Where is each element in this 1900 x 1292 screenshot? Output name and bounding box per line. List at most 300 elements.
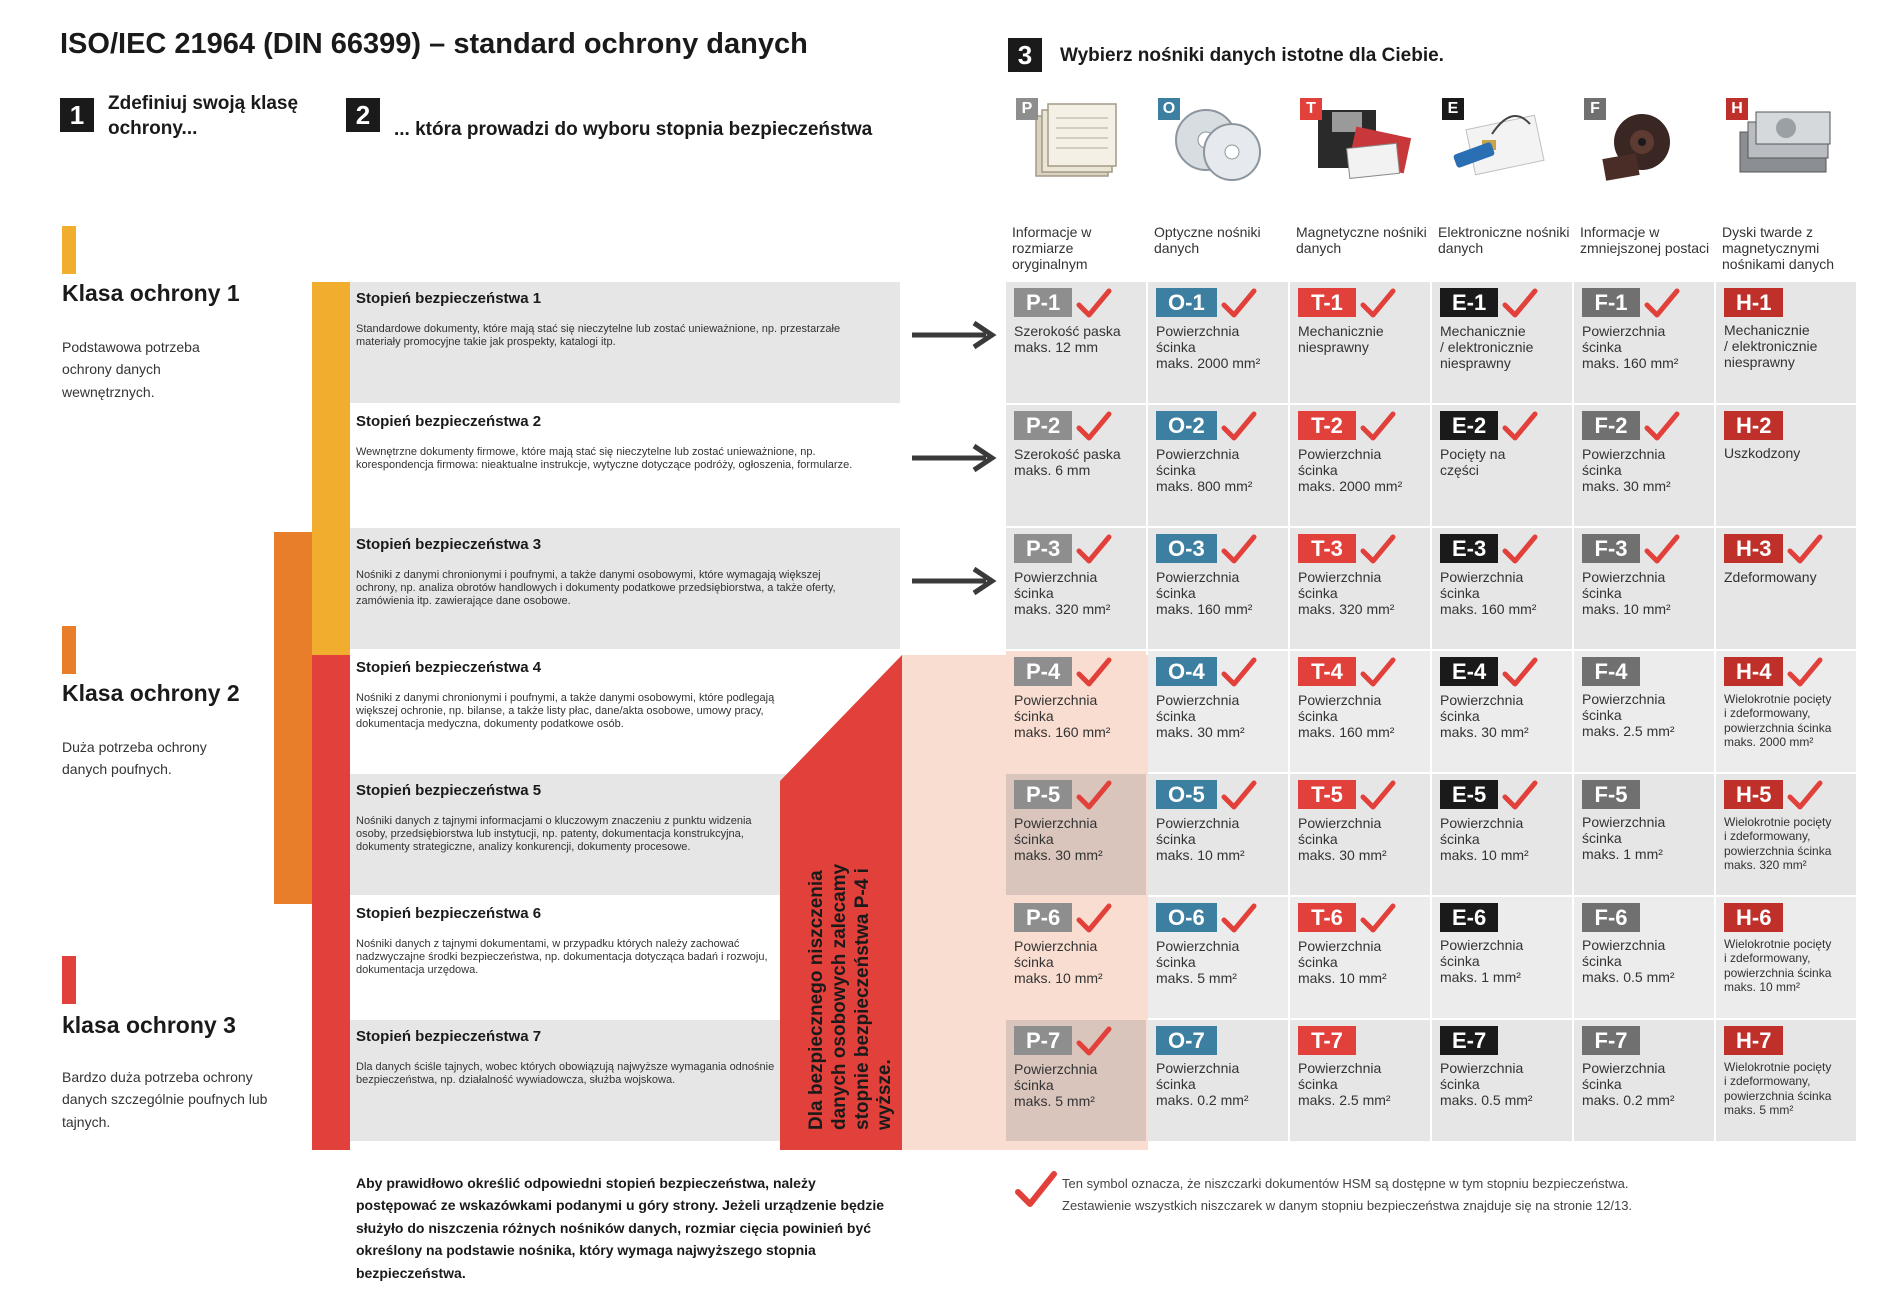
grid-cell-text	[1298, 569, 1422, 617]
class-2-title: Klasa ochrony 2	[62, 680, 240, 706]
grid-cell	[1716, 651, 1856, 772]
grid-cell-line: Powierzchnia	[1298, 1060, 1382, 1076]
grid-cell-line: maks. 5 mm²	[1156, 970, 1237, 987]
grid-cell-line: Powierzchnia	[1298, 569, 1382, 585]
footer-note-1: Ten symbol oznacza, że niszczarki dokumentów HSM są dostępne w tym stopniu bezpieczeństwa.	[1062, 1176, 1629, 1191]
grid-cell-text	[1014, 938, 1138, 986]
grid-cell-line: ścinka	[1156, 831, 1196, 848]
grid-cell-line: Powierzchnia	[1298, 446, 1382, 462]
grid-cell-text	[1582, 937, 1706, 985]
level-row	[350, 282, 900, 403]
grid-cell	[1006, 1020, 1146, 1141]
grid-cell-line: ścinka	[1440, 585, 1480, 602]
grid-cell	[1432, 405, 1572, 526]
grid-cell-line: Powierzchnia	[1582, 323, 1666, 339]
step-3-heading: Wybierz nośniki danych istotne dla Ciebie.	[1060, 45, 1444, 66]
available-check-icon	[1787, 657, 1823, 687]
grid-cell-line: Wielokrotnie pocięty	[1724, 1060, 1832, 1074]
available-check-icon	[1502, 657, 1538, 687]
grid-cell-line: ścinka	[1298, 585, 1338, 602]
grid-cell-line: Powierzchnia	[1156, 569, 1240, 585]
media-code-label: O	[1158, 98, 1180, 120]
grid-cell-head	[1724, 903, 1848, 932]
grid-cell	[1716, 774, 1856, 895]
grid-cell-line: i zdeformowany,	[1724, 829, 1811, 844]
grid-cell-head	[1298, 288, 1422, 318]
grid-cell-line: ścinka	[1014, 831, 1054, 848]
level-title: Stopień bezpieczeństwa 7	[356, 1028, 542, 1045]
grid-cell	[1148, 651, 1288, 772]
grid-cell-text	[1582, 569, 1706, 617]
grid-cell	[1716, 1020, 1856, 1141]
grid-cell-text	[1724, 815, 1848, 873]
grid-cell-line: ścinka	[1298, 462, 1338, 479]
level-arrow-icon	[910, 566, 1000, 596]
grid-cell-line: maks. 0.2 mm²	[1156, 1092, 1249, 1109]
grid-cell-line: maks. 6 mm	[1014, 462, 1091, 479]
grid-cell-line: Pocięty na	[1440, 446, 1506, 462]
grid-cell-line: maks. 30 mm²	[1440, 724, 1529, 741]
level-row	[350, 405, 900, 526]
grid-cell-head	[1582, 780, 1706, 809]
grid-cell-text	[1440, 323, 1564, 371]
grid-cell-text	[1724, 322, 1848, 370]
grid-cell-line: Mechanicznie	[1298, 323, 1384, 339]
grid-cell-text	[1156, 1060, 1280, 1108]
available-check-icon	[1360, 411, 1396, 441]
grid-cell-line: powierzchnia ścinka	[1724, 843, 1832, 858]
grid-cell-head	[1582, 534, 1706, 564]
step-3-badge: 3	[1008, 38, 1042, 72]
grid-cell-head	[1156, 534, 1280, 564]
grid-cell	[1716, 528, 1856, 649]
level-title: Stopień bezpieczeństwa 3	[356, 536, 542, 553]
grid-cell-text	[1582, 691, 1706, 739]
grid-cell-head	[1582, 1026, 1706, 1055]
level-title: Stopień bezpieczeństwa 2	[356, 413, 542, 430]
grid-cell-line: Mechanicznie	[1440, 323, 1526, 339]
grid-cell-line: ścinka	[1014, 954, 1054, 971]
grid-cell-head	[1582, 903, 1706, 932]
grid-cell-line: Powierzchnia	[1582, 446, 1666, 462]
grid-cell-text	[1014, 692, 1138, 740]
grid-cell-line: Wielokrotnie pocięty	[1724, 937, 1832, 951]
level-code-badge: H-7	[1724, 1026, 1783, 1055]
grid-cell-line: Powierzchnia	[1440, 937, 1524, 953]
grid-cell	[1290, 282, 1430, 403]
grid-cell-text	[1298, 323, 1422, 355]
grid-cell-head	[1156, 657, 1280, 687]
grid-cell-line: maks. 30 mm²	[1582, 478, 1671, 495]
media-code-label: P	[1016, 98, 1038, 120]
level-code-badge: T-2	[1298, 411, 1356, 440]
grid-cell-line: powierzchnia ścinka	[1724, 720, 1832, 735]
grid-cell-text	[1156, 569, 1280, 617]
grid-cell	[1574, 282, 1714, 403]
level-code-badge: P-4	[1014, 657, 1072, 686]
level-code-badge: F-5	[1582, 780, 1640, 809]
class-1-marker	[62, 226, 76, 274]
grid-cell-text	[1014, 446, 1138, 478]
grid-cell-text	[1014, 1061, 1138, 1109]
grid-cell-text	[1298, 815, 1422, 863]
class-2-desc: Duża potrzeba ochrony danych poufnych.	[62, 739, 207, 778]
grid-cell-line: Powierzchnia	[1582, 814, 1666, 830]
grid-cell	[1432, 897, 1572, 1018]
grid-cell-line: maks. 2000 mm²	[1298, 478, 1403, 495]
grid-cell-text	[1156, 446, 1280, 494]
grid-cell-line: maks. 10 mm²	[1156, 847, 1245, 864]
grid-cell-text	[1582, 814, 1706, 862]
grid-cell-text	[1156, 323, 1280, 371]
level-arrow-icon	[910, 320, 1000, 350]
level-desc: Nośniki danych z tajnymi dokumentami, w przypadku których należy zachować nadzwyczajne środki bezpieczeństwa, np. dokumentacja dotycząca badań i rozwoju, dokumentacja urzędowa.	[356, 938, 768, 977]
level-code-badge: H-3	[1724, 534, 1783, 563]
grid-cell-line: maks. 160 mm²	[1582, 355, 1679, 372]
footer-instructions: Aby prawidłowo określić odpowiedni stopień bezpieczeństwa, należy postępować ze wskazówkami podanymi u góry strony. Jeżeli urządzenie będzie służyło do niszczenia różnych nośników danych, rozmiar cięcia powinień być określony na podstawie nośnika, który wymaga najwyższego stopnia bezpieczeństwa.	[356, 1175, 884, 1281]
level-code-badge: E-2	[1440, 411, 1498, 440]
level-code-badge: F-7	[1582, 1026, 1640, 1055]
grid-cell	[1006, 897, 1146, 1018]
available-check-icon	[1644, 411, 1680, 441]
grid-cell-text	[1724, 569, 1848, 585]
grid-cell-line: ścinka	[1014, 708, 1054, 725]
grid-cell-line: Powierzchnia	[1156, 323, 1240, 339]
grid-cell-line: Powierzchnia	[1014, 1061, 1098, 1077]
grid-cell-line: ścinka	[1582, 707, 1622, 724]
grid-cell	[1716, 405, 1856, 526]
grid-cell-line: części	[1440, 462, 1479, 479]
grid-cell-head	[1440, 288, 1564, 318]
grid-cell-line: maks. 10 mm²	[1014, 970, 1103, 987]
grid-cell-text	[1298, 692, 1422, 740]
class-3-desc: Bardzo duża potrzeba ochrony danych szczególnie poufnych lub tajnych.	[62, 1069, 268, 1130]
available-check-icon	[1076, 288, 1112, 318]
grid-cell-line: Powierzchnia	[1582, 569, 1666, 585]
level-arrow-icon	[910, 443, 1000, 473]
grid-cell-line: ścinka	[1582, 339, 1622, 356]
grid-cell	[1290, 405, 1430, 526]
grid-cell-head	[1014, 534, 1138, 564]
grid-cell	[1716, 282, 1856, 403]
grid-cell-line: ścinka	[1582, 953, 1622, 970]
class-3-marker	[62, 956, 76, 1004]
grid-cell-line: maks. 5 mm²	[1724, 1103, 1794, 1118]
grid-cell-head	[1014, 657, 1138, 687]
grid-cell-line: ścinka	[1298, 954, 1338, 971]
grid-cell-line: maks. 0.5 mm²	[1582, 969, 1675, 986]
grid-cell-head	[1440, 411, 1564, 441]
grid-cell-line: / elektronicznie	[1724, 338, 1818, 355]
level-code-badge: T-4	[1298, 657, 1356, 686]
grid-cell-line: Powierzchnia	[1156, 446, 1240, 462]
level-code-badge: P-2	[1014, 411, 1072, 440]
grid-cell	[1290, 528, 1430, 649]
available-check-icon	[1221, 903, 1257, 933]
available-check-icon	[1360, 657, 1396, 687]
grid-cell-line: ścinka	[1440, 953, 1480, 970]
grid-cell	[1290, 651, 1430, 772]
grid-cell	[1148, 897, 1288, 1018]
grid-cell-line: Powierzchnia	[1440, 1060, 1524, 1076]
check-legend-icon	[1014, 1170, 1058, 1210]
grid-cell-text	[1298, 938, 1422, 986]
class-3-title: klasa ochrony 3	[62, 1012, 236, 1038]
grid-cell-text	[1298, 446, 1422, 494]
grid-cell	[1574, 651, 1714, 772]
media-code-label: F	[1584, 98, 1606, 120]
grid-cell-head	[1156, 903, 1280, 933]
level-code-badge: T-3	[1298, 534, 1356, 563]
grid-cell-head	[1298, 1026, 1422, 1055]
level-code-badge: O-2	[1156, 411, 1217, 440]
level-code-badge: F-6	[1582, 903, 1640, 932]
grid-cell-line: Powierzchnia	[1014, 815, 1098, 831]
grid-cell-line: maks. 2.5 mm²	[1298, 1092, 1391, 1109]
grid-cell-line: Uszkodzony	[1724, 445, 1801, 461]
grid-cell-head	[1440, 534, 1564, 564]
level-code-badge: P-1	[1014, 288, 1072, 317]
grid-cell-line: Powierzchnia	[1298, 938, 1382, 954]
level-code-badge: O-4	[1156, 657, 1217, 686]
grid-cell-line: maks. 320 mm²	[1014, 601, 1111, 618]
grid-cell-line: maks. 160 mm²	[1440, 601, 1537, 618]
level-code-badge: E-4	[1440, 657, 1498, 686]
grid-cell-head	[1014, 780, 1138, 810]
grid-cell-line: Powierzchnia	[1298, 815, 1382, 831]
available-check-icon	[1221, 780, 1257, 810]
level-code-badge: F-4	[1582, 657, 1640, 686]
grid-cell	[1006, 282, 1146, 403]
grid-cell-text	[1724, 445, 1848, 461]
class-1-band	[312, 282, 350, 655]
grid-cell-line: maks. 800 mm²	[1156, 478, 1253, 495]
grid-cell-line: ścinka	[1298, 708, 1338, 725]
level-code-badge: P-5	[1014, 780, 1072, 809]
grid-cell-line: Powierzchnia	[1014, 938, 1098, 954]
grid-cell	[1148, 528, 1288, 649]
level-code-badge: E-1	[1440, 288, 1498, 317]
level-code-badge: F-2	[1582, 411, 1640, 440]
available-check-icon	[1221, 288, 1257, 318]
grid-cell-text	[1724, 692, 1848, 750]
grid-cell	[1148, 774, 1288, 895]
available-check-icon	[1221, 657, 1257, 687]
grid-cell-line: powierzchnia ścinka	[1724, 965, 1832, 980]
grid-cell-head	[1724, 780, 1848, 810]
level-desc: Nośniki z danymi chronionymi i poufnymi, a także danymi osobowymi, które podlegają większej ochronie, np. bilanse, a także listy płac, dane/akta osobowe, umowy pracy, dokumentacja medyczna, dokumenty podatkowe osób.	[356, 692, 775, 731]
class-2-marker	[62, 626, 76, 674]
level-desc: Standardowe dokumenty, które mają stać się nieczytelne lub zostać unieważnione, np. przestarzałe materiały promocyjne takie jak prospekty, katalogi itp.	[356, 323, 841, 349]
available-check-icon	[1360, 780, 1396, 810]
available-check-icon	[1076, 411, 1112, 441]
grid-cell-text	[1014, 323, 1138, 355]
grid-cell-head	[1156, 1026, 1280, 1055]
grid-cell-text	[1156, 815, 1280, 863]
grid-cell	[1716, 897, 1856, 1018]
grid-cell-line: maks. 2000 mm²	[1156, 355, 1261, 372]
level-title: Stopień bezpieczeństwa 5	[356, 782, 542, 799]
grid-cell-line: maks. 10 mm²	[1298, 970, 1387, 987]
grid-cell-head	[1440, 780, 1564, 810]
available-check-icon	[1076, 1026, 1112, 1056]
grid-cell-text	[1440, 1060, 1564, 1108]
grid-cell-line: ścinka	[1582, 585, 1622, 602]
grid-cell	[1148, 1020, 1288, 1141]
step-1-badge: 1	[60, 98, 94, 132]
step-2-heading: ... która prowadzi do wyboru stopnia bezpieczeństwa	[394, 119, 873, 140]
grid-cell-head	[1298, 534, 1422, 564]
recommendation-text: Dla bezpiecznego niszczenia danych osobowych zalecamy stopnie bezpieczeństwa P-4 i wyższe.	[806, 863, 896, 1130]
grid-cell-line: ścinka	[1156, 462, 1196, 479]
media-caption: Magnetyczne nośniki danych	[1296, 224, 1427, 257]
page-title: ISO/IEC 21964 (DIN 66399) – standard ochrony danych	[60, 28, 808, 60]
grid-cell-line: ścinka	[1582, 830, 1622, 847]
grid-cell-line: maks. 320 mm²	[1298, 601, 1395, 618]
grid-cell-line: Powierzchnia	[1014, 692, 1098, 708]
grid-cell-text	[1014, 815, 1138, 863]
grid-cell-line: maks. 12 mm	[1014, 339, 1099, 356]
grid-cell-line: Wielokrotnie pocięty	[1724, 815, 1832, 829]
grid-cell-line: ścinka	[1156, 585, 1196, 602]
grid-cell-line: maks. 10 mm²	[1582, 601, 1671, 618]
step-2-badge: 2	[346, 98, 380, 132]
available-check-icon	[1644, 534, 1680, 564]
grid-cell-head	[1440, 1026, 1564, 1055]
level-code-badge: H-2	[1724, 411, 1783, 440]
grid-cell-line: Zdeformowany	[1724, 569, 1817, 585]
level-title: Stopień bezpieczeństwa 4	[356, 659, 542, 676]
level-code-badge: H-1	[1724, 288, 1783, 317]
grid-cell-line: maks. 10 mm²	[1440, 847, 1529, 864]
grid-cell	[1148, 282, 1288, 403]
grid-cell-line: ścinka	[1156, 1076, 1196, 1093]
grid-cell-line: i zdeformowany,	[1724, 706, 1811, 721]
grid-cell-text	[1724, 1060, 1848, 1118]
level-code-badge: T-7	[1298, 1026, 1356, 1055]
grid-cell	[1006, 774, 1146, 895]
footer-note-2: Zestawienie wszystkich niszczarek w danym stopniu bezpieczeństwa znajduje się na stronie 12/13.	[1062, 1198, 1633, 1213]
grid-cell-head	[1014, 411, 1138, 441]
grid-cell-head	[1298, 657, 1422, 687]
available-check-icon	[1076, 534, 1112, 564]
level-code-badge: E-5	[1440, 780, 1498, 809]
available-check-icon	[1502, 411, 1538, 441]
grid-cell-head	[1156, 288, 1280, 318]
available-check-icon	[1076, 780, 1112, 810]
grid-cell-line: maks. 160 mm²	[1014, 724, 1111, 741]
grid-cell	[1006, 651, 1146, 772]
step-1-heading: Zdefiniuj swoją klasę ochrony...	[108, 93, 299, 139]
grid-cell-line: Powierzchnia	[1156, 938, 1240, 954]
media-caption: Elektroniczne nośniki danych	[1438, 224, 1570, 257]
class-2-band	[274, 532, 312, 904]
level-code-badge: P-7	[1014, 1026, 1072, 1055]
level-code-badge: T-6	[1298, 903, 1356, 932]
grid-cell-line: Szerokość paska	[1014, 323, 1121, 339]
grid-cell-text	[1440, 446, 1564, 478]
grid-cell-line: / elektronicznie	[1440, 339, 1534, 356]
level-code-badge: O-3	[1156, 534, 1217, 563]
available-check-icon	[1787, 534, 1823, 564]
media-code-label: E	[1442, 98, 1464, 120]
level-code-badge: T-5	[1298, 780, 1356, 809]
level-code-badge: E-3	[1440, 534, 1498, 563]
available-check-icon	[1360, 903, 1396, 933]
grid-cell-text	[1582, 1060, 1706, 1108]
grid-cell-line: maks. 1 mm²	[1440, 969, 1521, 986]
grid-cell-line: maks. 1 mm²	[1582, 846, 1663, 863]
grid-cell-line: ścinka	[1440, 708, 1480, 725]
available-check-icon	[1502, 780, 1538, 810]
available-check-icon	[1644, 288, 1680, 318]
level-code-badge: O-6	[1156, 903, 1217, 932]
grid-cell-line: Wielokrotnie pocięty	[1724, 692, 1832, 706]
grid-cell-head	[1298, 411, 1422, 441]
grid-cell-head	[1014, 288, 1138, 318]
level-title: Stopień bezpieczeństwa 6	[356, 905, 542, 922]
grid-cell-head	[1014, 903, 1138, 933]
grid-cell	[1574, 1020, 1714, 1141]
available-check-icon	[1221, 411, 1257, 441]
level-desc: Wewnętrzne dokumenty firmowe, które mają stać się nieczytelne lub zostać unieważnione, np. korespondencja firmowa: nieaktualne instrukcje, wytyczne dotyczące podróży, ogłoszenia, formularze.	[356, 446, 853, 472]
grid-cell	[1432, 1020, 1572, 1141]
grid-cell	[1574, 897, 1714, 1018]
grid-cell	[1432, 774, 1572, 895]
level-code-badge: F-1	[1582, 288, 1640, 317]
level-code-badge: H-5	[1724, 780, 1783, 809]
grid-cell-line: maks. 30 mm²	[1298, 847, 1387, 864]
grid-cell-head	[1440, 903, 1564, 932]
grid-cell-line: ścinka	[1440, 1076, 1480, 1093]
grid-cell	[1574, 528, 1714, 649]
grid-cell-line: Powierzchnia	[1582, 1060, 1666, 1076]
grid-cell	[1006, 528, 1146, 649]
grid-cell-text	[1440, 692, 1564, 740]
grid-cell-line: ścinka	[1298, 831, 1338, 848]
grid-cell-line: Powierzchnia	[1156, 815, 1240, 831]
class-1-desc: Podstawowa potrzeba ochrony danych wewnętrznych.	[62, 339, 200, 400]
grid-cell-line: ścinka	[1014, 1077, 1054, 1094]
grid-cell-head	[1582, 657, 1706, 686]
media-code-label: H	[1726, 98, 1748, 120]
grid-cell-head	[1724, 657, 1848, 687]
grid-cell-text	[1724, 937, 1848, 995]
grid-cell	[1432, 651, 1572, 772]
grid-cell	[1148, 405, 1288, 526]
grid-cell-line: ścinka	[1582, 462, 1622, 479]
level-title: Stopień bezpieczeństwa 1	[356, 290, 542, 307]
media-caption: Informacje w zmniejszonej postaci	[1580, 224, 1710, 257]
grid-cell	[1290, 897, 1430, 1018]
available-check-icon	[1221, 534, 1257, 564]
level-code-badge: P-6	[1014, 903, 1072, 932]
grid-cell-line: maks. 30 mm²	[1014, 847, 1103, 864]
grid-cell-line: ścinka	[1582, 1076, 1622, 1093]
grid-cell	[1432, 282, 1572, 403]
grid-cell-line: maks. 30 mm²	[1156, 724, 1245, 741]
grid-cell-line: maks. 0.5 mm²	[1440, 1092, 1533, 1109]
grid-cell-line: Powierzchnia	[1440, 815, 1524, 831]
grid-cell-line: Powierzchnia	[1582, 691, 1666, 707]
grid-cell-line: Powierzchnia	[1298, 692, 1382, 708]
grid-cell-head	[1582, 411, 1706, 441]
grid-cell-line: Powierzchnia	[1156, 1060, 1240, 1076]
grid-cell-head	[1156, 411, 1280, 441]
grid-cell-line: ścinka	[1298, 1076, 1338, 1093]
grid-cell-line: ścinka	[1014, 585, 1054, 602]
grid-cell-head	[1724, 288, 1848, 317]
